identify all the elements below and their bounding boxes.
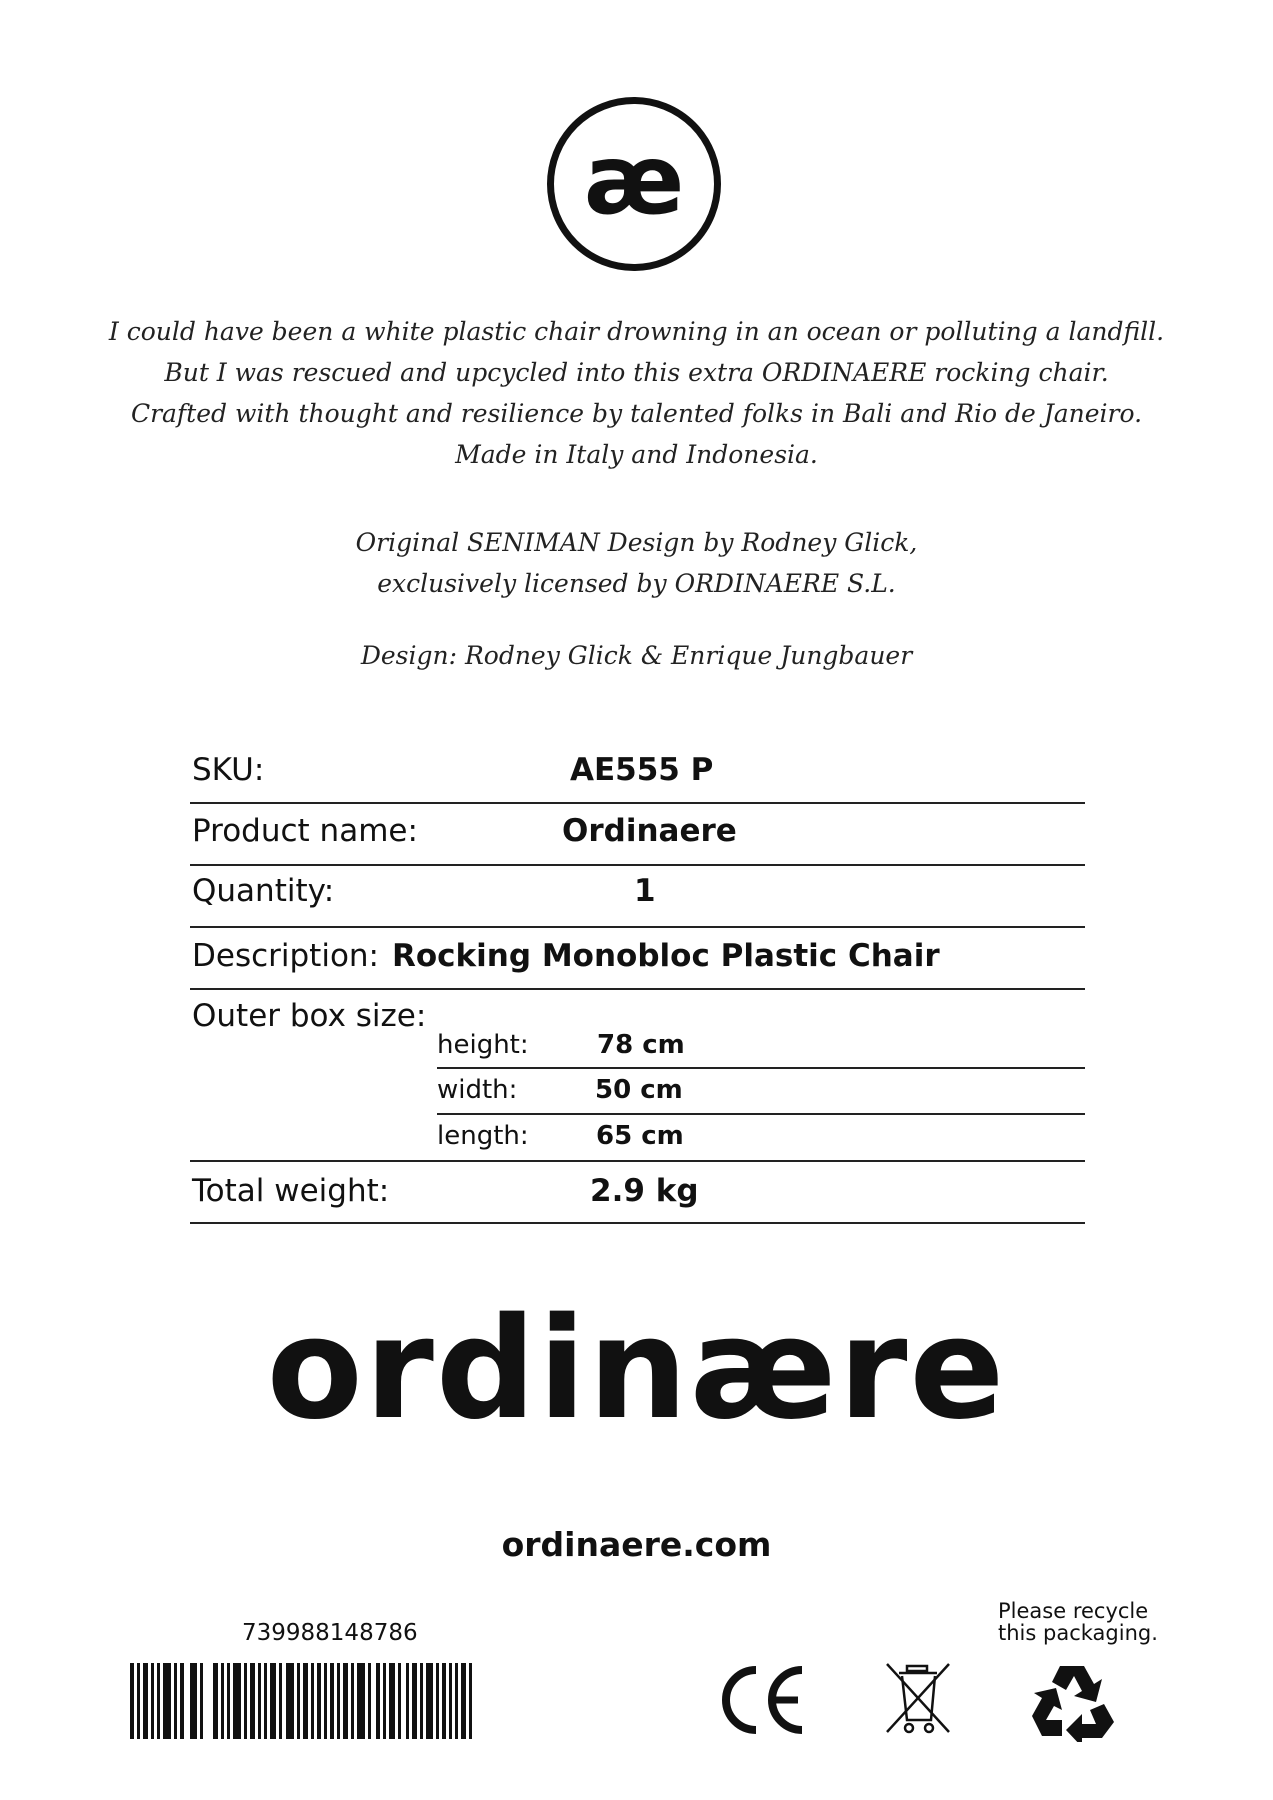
story-line: Made in Italy and Indonesia.	[455, 440, 818, 469]
ae-logo-symbol: æ	[583, 124, 685, 236]
total-weight-label: Total weight:	[192, 1173, 390, 1209]
license-paragraph	[0, 522, 1273, 604]
recycle-note-line: Please recycle	[998, 1599, 1149, 1623]
website-url: ordinaere.com	[501, 1525, 772, 1564]
story-paragraph	[0, 311, 1273, 475]
ae-logo	[547, 97, 721, 271]
divider	[437, 1067, 1085, 1069]
ce-mark-icon	[718, 1662, 808, 1738]
outer-box-label: Outer box size:	[192, 998, 427, 1034]
length-label: length:	[437, 1121, 529, 1151]
brand-wordmark: ordinære	[266, 1288, 1007, 1451]
license-line: Original SENIMAN Design by Rodney Glick,	[355, 528, 918, 557]
barcode-number: 739988148786	[242, 1620, 418, 1646]
height-label: height:	[437, 1030, 529, 1060]
design-credit-line: Design: Rodney Glick & Enrique Jungbauer	[360, 641, 913, 670]
height-value: 78 cm	[597, 1030, 685, 1060]
divider	[190, 864, 1085, 866]
recycle-note	[998, 1600, 1158, 1644]
divider	[190, 1160, 1085, 1162]
recycle-icon	[1030, 1658, 1114, 1742]
width-label: width:	[437, 1075, 518, 1105]
sku-value: AE555 P	[570, 752, 714, 788]
product-name-value: Ordinaere	[562, 813, 737, 849]
divider	[190, 988, 1085, 990]
license-line: exclusively licensed by ORDINAERE S.L.	[377, 569, 896, 598]
divider	[190, 1222, 1085, 1224]
sku-label: SKU:	[192, 752, 265, 788]
quantity-label: Quantity:	[192, 873, 335, 909]
story-line: I could have been a white plastic chair drowning in an ocean or polluting a landfill.	[108, 317, 1165, 346]
description-value: Rocking Monobloc Plastic Chair	[392, 938, 940, 974]
barcode-icon	[130, 1663, 530, 1739]
total-weight-value: 2.9 kg	[590, 1173, 699, 1209]
width-value: 50 cm	[595, 1075, 683, 1105]
length-value: 65 cm	[596, 1121, 684, 1151]
product-name-label: Product name:	[192, 813, 418, 849]
story-line: Crafted with thought and resilience by talented folks in Bali and Rio de Janeiro.	[130, 399, 1143, 428]
recycle-note-line: this packaging.	[998, 1621, 1158, 1645]
divider	[437, 1113, 1085, 1115]
divider	[190, 926, 1085, 928]
quantity-value: 1	[634, 873, 656, 909]
story-line: But I was rescued and upcycled into this extra ORDINAERE rocking chair.	[164, 358, 1109, 387]
description-label: Description:	[192, 938, 379, 974]
divider	[190, 802, 1085, 804]
design-credit	[0, 635, 1273, 676]
weee-crossed-bin-icon	[885, 1662, 951, 1738]
